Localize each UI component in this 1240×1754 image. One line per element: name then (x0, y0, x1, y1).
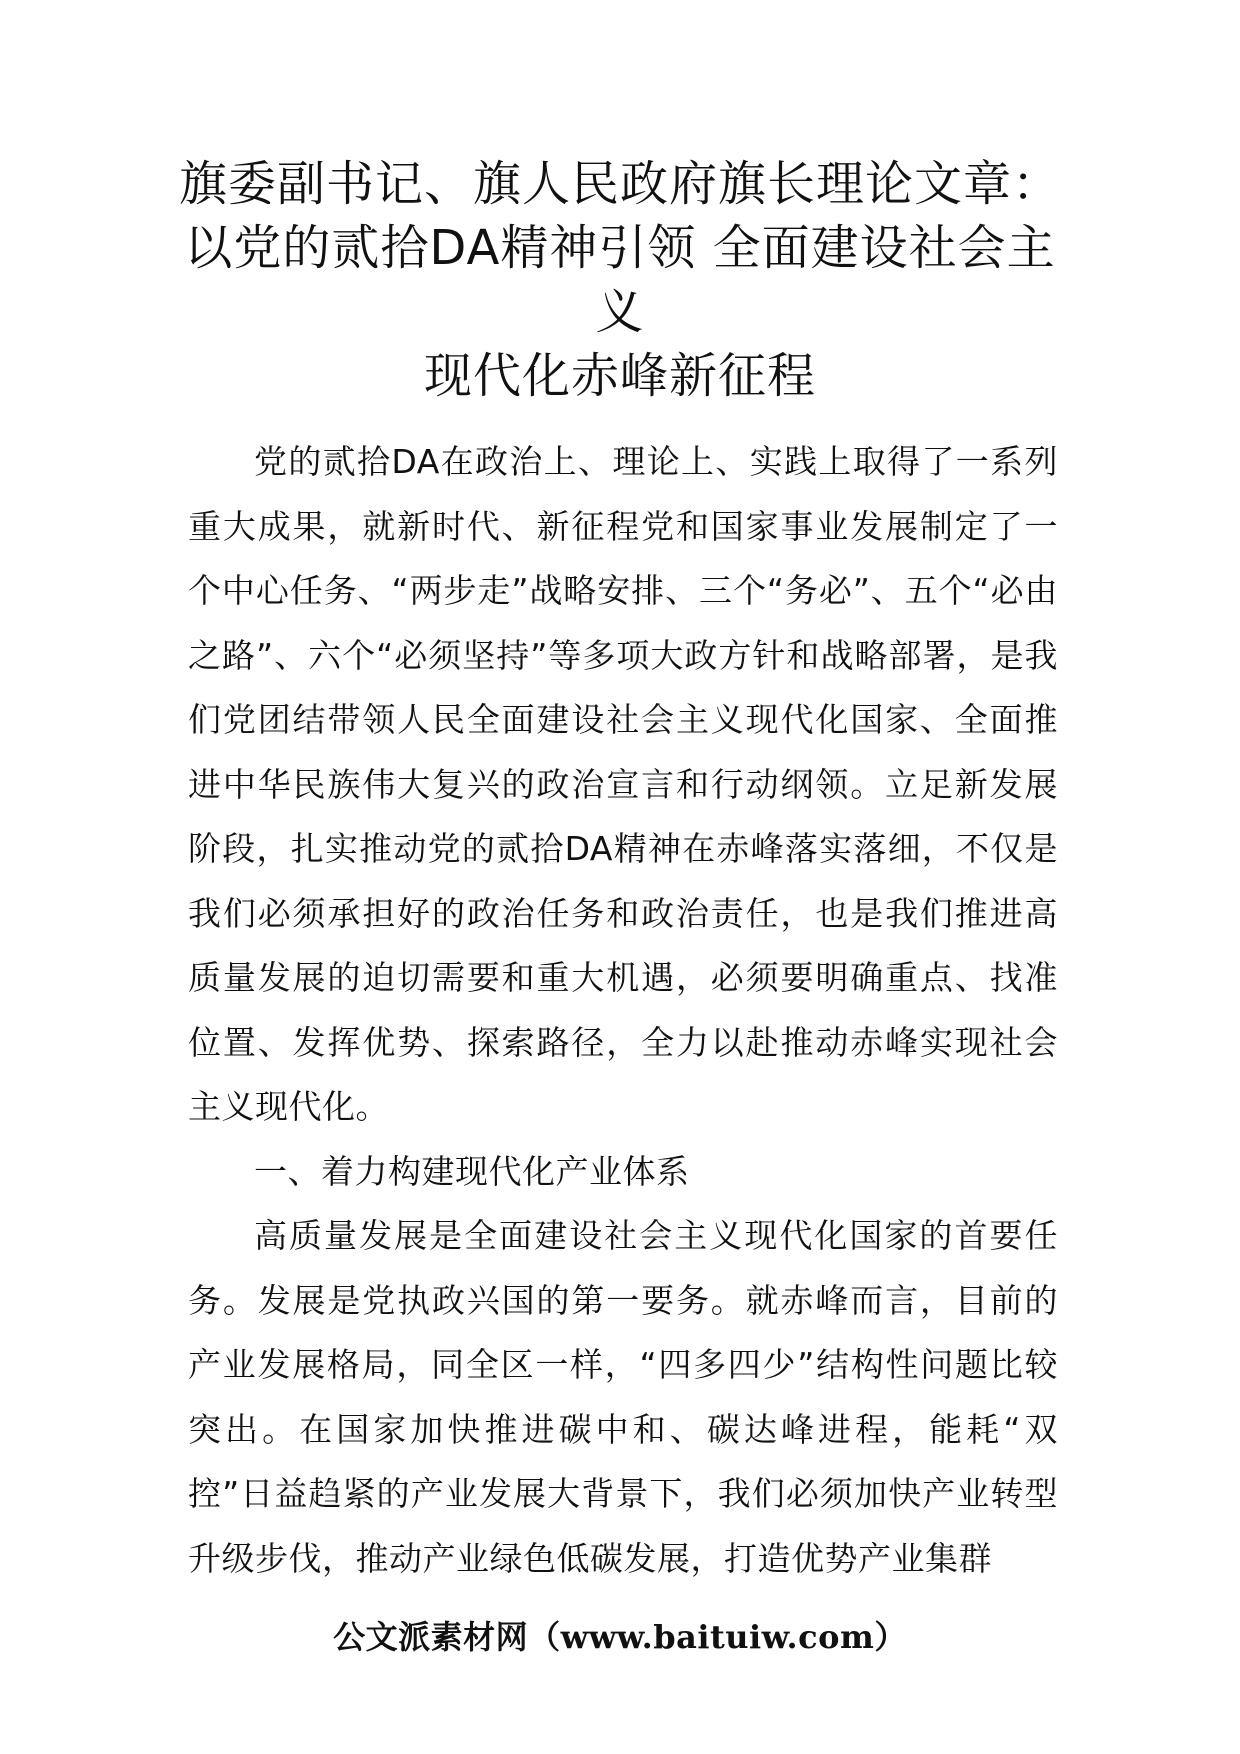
title-line: 义 (595, 284, 645, 340)
body-paragraph-intro: 党的贰拾DA在政治上、理论上、实践上取得了一系列重大成果，就新时代、新征程党和国家事业发展制定了一个中心任务、“两步走”战略安排、三个“务必”、五个“必由之路”、六个“必须坚持”等多项大政方针和战略部署，是我们党团结带领人民全面建设社会主义现代化国家、全面推进中华民族伟大复兴的政治宣言和行动纲领。立足新发展阶段，扎实推动党的贰拾DA精神在赤峰落实落细，不仅是我们必须承担好的政治任务和政治责任，也是我们推进高质量发展的迫切需要和重大机遇，必须要明确重点、找准位置、发挥优势、探索路径，全力以赴推动赤峰实现社会主义现代化。 (188, 442, 1058, 1126)
title-line: 现代化赤峰新征程 (423, 348, 816, 404)
document-title (160, 152, 1080, 408)
document-body (188, 430, 1058, 1591)
section-heading: 一、着力构建现代化产业体系 (254, 1151, 690, 1191)
body-paragraph: 高质量发展是全面建设社会主义现代化国家的首要任务。发展是党执政兴国的第一要务。就赤峰而言，目前的产业发展格局，同全区一样，“四多四少”结构性问题比较突出。在国家加快推进碳中和、碳达峰进程，能耗“双控”日益趋紧的产业发展大背景下，我们必须加快产业转型升级步伐，推动产业绿色低碳发展，打造优势产业集群 (188, 1216, 1058, 1578)
title-line: 以党的贰拾DA精神引领 全面建设社会主 (184, 220, 1056, 276)
footer-watermark: 公文派素材网（www.baituiw.com） (333, 1618, 907, 1656)
title-line: 旗委副书记、旗人民政府旗长理论文章： (178, 156, 1061, 212)
